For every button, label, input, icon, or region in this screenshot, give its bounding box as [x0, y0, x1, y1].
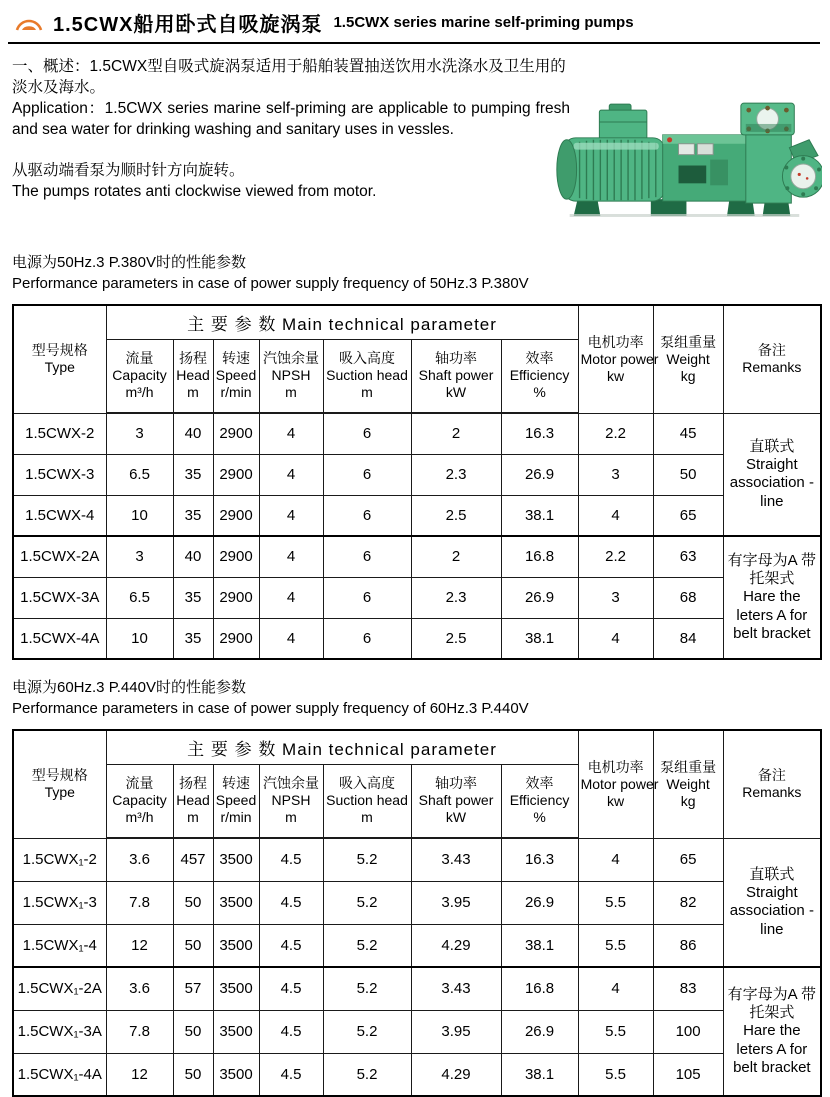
table-cell: 12: [106, 924, 173, 967]
header-line-zh: 电机功率: [587, 333, 644, 350]
table-cell: 82: [653, 881, 723, 924]
table1-caption-zh: 电源为50Hz.3 P.380V时的性能参数: [12, 254, 246, 271]
table-cell: 16.8: [501, 967, 578, 1010]
table-cell: 2.2: [578, 536, 653, 577]
table-cell: 65: [653, 838, 723, 881]
table-cell: 40: [173, 413, 213, 454]
table-cell: 16.3: [501, 413, 578, 454]
table2-caption-zh: 电源为60Hz.3 P.440V时的性能参数: [12, 679, 246, 696]
table-row: [13, 618, 821, 659]
header-line-en: Motor power: [580, 350, 659, 367]
model-cell: 1.5CWX-2A: [13, 536, 106, 577]
col-header-shaft-power: [411, 339, 501, 413]
application-paragraph-en: Application：1.5CWX series marine self-priming are applicable to pumping fresh and sea water for drinking washing and sanitary uses in vessles.: [12, 100, 570, 138]
table-cell: 2.5: [411, 618, 501, 659]
remark-cell: [723, 838, 821, 967]
table-row: [13, 536, 821, 577]
remark-zh: 有字母为A 带托架式: [727, 985, 817, 1022]
col-header-head: [173, 764, 213, 838]
col-header-shaft-power: [411, 764, 501, 838]
table-cell: 4: [259, 577, 323, 618]
model-cell: 1.5CWX₁-2A: [13, 967, 106, 1010]
table-cell: 35: [173, 618, 213, 659]
remark-en: Hare the leters A for belt bracket: [733, 1022, 811, 1076]
col-header-type: [13, 730, 106, 838]
table-cell: 86: [653, 924, 723, 967]
table-cell: 50: [173, 1053, 213, 1096]
header-line-unit: kw: [607, 367, 625, 384]
col-header-efficiency: [501, 764, 578, 838]
col-header-remarks: [723, 305, 821, 413]
model-cell: 1.5CWX₁-3: [13, 881, 106, 924]
header-line-unit: kg: [680, 792, 696, 809]
remark-zh: 直联式: [749, 865, 795, 883]
table-cell: 3.6: [106, 838, 173, 881]
table-cell: 26.9: [501, 577, 578, 618]
table-cell: 5.2: [323, 924, 411, 967]
table-row: [13, 838, 821, 881]
table-cell: 2.5: [411, 495, 501, 536]
table-cell: 6: [323, 454, 411, 495]
table-cell: 2900: [213, 454, 259, 495]
table-cell: 3: [578, 454, 653, 495]
table-cell: 4.5: [259, 1053, 323, 1096]
model-cell: 1.5CWX-4A: [13, 618, 106, 659]
table-cell: 3500: [213, 924, 259, 967]
header-line-en: Head: [176, 792, 210, 809]
table1-caption: [12, 252, 820, 294]
rotation-note-en: The pumps rotates anti clockwise viewed from motor.: [12, 183, 377, 200]
intro-section: [12, 56, 820, 228]
page-title-zh: 1.5CWX船用卧式自吸旋涡泵: [53, 14, 323, 36]
col-header-suction-head: [323, 339, 411, 413]
table-cell: 40: [173, 536, 213, 577]
table-row: [13, 1053, 821, 1096]
table-cell: 4.5: [259, 1010, 323, 1053]
table-cell: 38.1: [501, 1053, 578, 1096]
header-line-zh: 泵组重量: [660, 333, 717, 350]
table-cell: 3: [106, 413, 173, 454]
header-line-unit: m: [187, 384, 199, 401]
model-cell: 1.5CWX₁-4A: [13, 1053, 106, 1096]
table-cell: 35: [173, 577, 213, 618]
header-line-zh: 轴功率: [435, 350, 477, 367]
col-header-npsh: [259, 339, 323, 413]
table-cell: 26.9: [501, 1010, 578, 1053]
header-line-unit: kW: [445, 809, 467, 826]
table-cell: 10: [106, 618, 173, 659]
table-cell: 3500: [213, 967, 259, 1010]
table-row: [13, 454, 821, 495]
table-cell: 2900: [213, 577, 259, 618]
table-cell: 4.29: [411, 1053, 501, 1096]
table-cell: 45: [653, 413, 723, 454]
model-cell: 1.5CWX₁-3A: [13, 1010, 106, 1053]
table-cell: 2.2: [578, 413, 653, 454]
table-cell: 5.5: [578, 1053, 653, 1096]
page-title-en: 1.5CWX series marine self-priming pumps: [333, 14, 634, 31]
header-line-en: Weight: [666, 350, 710, 367]
table-cell: 26.9: [501, 881, 578, 924]
table-cell: 3: [578, 577, 653, 618]
header-line-zh: 扬程: [179, 775, 207, 792]
table-cell: 26.9: [501, 454, 578, 495]
header-line-zh: 流量: [125, 350, 154, 367]
header-line-en: Type: [44, 359, 75, 376]
table2-caption: [12, 677, 820, 719]
table-cell: 50: [173, 1010, 213, 1053]
table-cell: 2.3: [411, 454, 501, 495]
table-cell: 7.8: [106, 881, 173, 924]
table-cell: 83: [653, 967, 723, 1010]
table-cell: 50: [653, 454, 723, 495]
model-cell: 1.5CWX₁-4: [13, 924, 106, 967]
header-line-zh: 效率: [525, 350, 554, 367]
remark-en: Hare the leters A for belt bracket: [733, 588, 811, 642]
table-cell: 10: [106, 495, 173, 536]
remark-zh: 有字母为A 带托架式: [727, 551, 817, 588]
table-row: [13, 577, 821, 618]
table-cell: 2900: [213, 495, 259, 536]
header-line-en: NPSH: [271, 792, 311, 809]
table-cell: 5.2: [323, 838, 411, 881]
model-cell: 1.5CWX-4: [13, 495, 106, 536]
table-cell: 4.5: [259, 881, 323, 924]
header-line-en: Shaft power: [418, 792, 494, 809]
table-cell: 2: [411, 536, 501, 577]
header-line-en: Remanks: [742, 784, 802, 801]
table-cell: 3.95: [411, 1010, 501, 1053]
table-cell: 3.6: [106, 967, 173, 1010]
table-cell: 5.5: [578, 924, 653, 967]
table-cell: 2900: [213, 536, 259, 577]
table-cell: 50: [173, 881, 213, 924]
header-line-zh: 型号规格: [31, 767, 88, 784]
header-line-unit: m³/h: [125, 384, 154, 401]
header-line-unit: m³/h: [125, 809, 154, 826]
table-cell: 4: [578, 495, 653, 536]
table-row: [13, 967, 821, 1010]
header-line-unit: r/min: [220, 809, 252, 826]
col-header-head: [173, 339, 213, 413]
col-header-speed: [213, 339, 259, 413]
intro-text: [12, 56, 570, 140]
table-cell: 35: [173, 495, 213, 536]
header-line-zh: 电机功率: [587, 758, 644, 775]
table-cell: 5.5: [578, 881, 653, 924]
header-line-en: Suction head: [326, 792, 408, 809]
table-cell: 3500: [213, 838, 259, 881]
table-cell: 50: [173, 924, 213, 967]
header-line-en: Weight: [666, 775, 710, 792]
orange-arc-icon: [14, 13, 44, 32]
header-line-zh: 轴功率: [435, 775, 477, 792]
table-cell: 2.3: [411, 577, 501, 618]
table-cell: 3500: [213, 881, 259, 924]
header-line-en: Speed: [215, 367, 257, 384]
table-cell: 68: [653, 577, 723, 618]
table-cell: 38.1: [501, 618, 578, 659]
header-line-unit: m: [361, 384, 373, 401]
table-cell: 35: [173, 454, 213, 495]
remark-cell: [723, 413, 821, 536]
table-cell: 16.8: [501, 536, 578, 577]
header-line-en: Motor power: [580, 775, 659, 792]
header-line-unit: %: [533, 384, 546, 401]
table-cell: 57: [173, 967, 213, 1010]
table-row: [13, 495, 821, 536]
header-line-en: Suction head: [326, 367, 408, 384]
table-cell: 3500: [213, 1010, 259, 1053]
header-line-en: Speed: [215, 792, 257, 809]
table-row: [13, 1010, 821, 1053]
table-cell: 2900: [213, 413, 259, 454]
table-cell: 3.43: [411, 967, 501, 1010]
table-cell: 457: [173, 838, 213, 881]
table-cell: 4.5: [259, 924, 323, 967]
table-cell: 4.5: [259, 838, 323, 881]
table-cell: 6: [323, 536, 411, 577]
header-line-en: Capacity: [112, 792, 167, 809]
table-cell: 4: [259, 536, 323, 577]
table-cell: 5.2: [323, 967, 411, 1010]
col-header-type: [13, 305, 106, 413]
table-cell: 105: [653, 1053, 723, 1096]
header-line-zh: 备注: [757, 342, 786, 359]
header-line-unit: kW: [445, 384, 467, 401]
pump-product-photo: [540, 98, 822, 236]
table-cell: 5.2: [323, 881, 411, 924]
header-line-unit: kg: [680, 367, 696, 384]
col-header-motor-power: [578, 305, 659, 413]
table-cell: 3.43: [411, 838, 501, 881]
col-header-main-group: 主 要 参 数 Main technical parameter: [106, 305, 578, 339]
table-cell: 4: [259, 413, 323, 454]
table-row: [13, 924, 821, 967]
col-header-efficiency: [501, 339, 578, 413]
rotation-note-zh: 从驱动端看泵为顺时针方向旋转。: [12, 162, 245, 179]
header-line-zh: 泵组重量: [660, 758, 717, 775]
table-cell: 6: [323, 618, 411, 659]
table-cell: 3: [106, 536, 173, 577]
table1-caption-en: Performance parameters in case of power supply frequency of 50Hz.3 P.380V: [12, 275, 529, 292]
table-cell: 38.1: [501, 924, 578, 967]
col-header-capacity: [106, 764, 173, 838]
col-header-speed: [213, 764, 259, 838]
header-line-unit: %: [533, 809, 546, 826]
table-cell: 4: [578, 838, 653, 881]
header-line-zh: 型号规格: [31, 342, 88, 359]
table-cell: 38.1: [501, 495, 578, 536]
col-header-suction-head: [323, 764, 411, 838]
table-cell: 4: [259, 495, 323, 536]
table-cell: 5.5: [578, 1010, 653, 1053]
table-cell: 6.5: [106, 454, 173, 495]
table2-caption-en: Performance parameters in case of power supply frequency of 60Hz.3 P.440V: [12, 700, 529, 717]
header-line-zh: 汽蚀余量: [263, 775, 319, 792]
table-cell: 16.3: [501, 838, 578, 881]
table-cell: 7.8: [106, 1010, 173, 1053]
col-header-weight: [653, 305, 723, 413]
table-cell: 6: [323, 577, 411, 618]
header-line-zh: 转速: [222, 350, 250, 367]
page-header: [12, 8, 820, 37]
header-line-en: Head: [176, 367, 210, 384]
table-cell: 4: [578, 967, 653, 1010]
model-cell: 1.5CWX-3: [13, 454, 106, 495]
header-line-zh: 吸入高度: [339, 350, 395, 367]
header-line-en: NPSH: [271, 367, 311, 384]
model-cell: 1.5CWX-2: [13, 413, 106, 454]
remark-en: Straight association -line: [729, 455, 814, 510]
header-line-en: Shaft power: [418, 367, 494, 384]
table-row: [13, 881, 821, 924]
table-cell: 4.5: [259, 967, 323, 1010]
table-cell: 5.2: [323, 1053, 411, 1096]
model-cell: 1.5CWX-3A: [13, 577, 106, 618]
table-cell: 6.5: [106, 577, 173, 618]
col-header-npsh: [259, 764, 323, 838]
table-cell: 3.95: [411, 881, 501, 924]
table-cell: 100: [653, 1010, 723, 1053]
header-line-en: Type: [44, 784, 75, 801]
title-divider: [8, 42, 820, 44]
header-line-zh: 吸入高度: [339, 775, 395, 792]
table-cell: 4: [259, 454, 323, 495]
header-line-unit: kw: [607, 792, 625, 809]
header-line-zh: 效率: [525, 775, 554, 792]
table-cell: 4: [578, 618, 653, 659]
col-header-capacity: [106, 339, 173, 413]
header-line-en: Capacity: [112, 367, 167, 384]
header-line-unit: m: [187, 809, 199, 826]
table-cell: 3500: [213, 1053, 259, 1096]
header-line-en: Efficiency: [509, 792, 570, 809]
header-line-zh: 转速: [222, 775, 250, 792]
header-line-unit: r/min: [220, 384, 252, 401]
table-cell: 6: [323, 413, 411, 454]
header-line-zh: 流量: [125, 775, 154, 792]
col-header-weight: [653, 730, 723, 838]
col-header-main-group: 主 要 参 数 Main technical parameter: [106, 730, 578, 764]
table-cell: 63: [653, 536, 723, 577]
table-cell: 4: [259, 618, 323, 659]
remark-cell: [723, 967, 821, 1096]
header-line-zh: 备注: [757, 767, 786, 784]
table-cell: 2900: [213, 618, 259, 659]
table-cell: 5.2: [323, 1010, 411, 1053]
table-cell: 4.29: [411, 924, 501, 967]
header-line-unit: m: [361, 809, 373, 826]
performance-table-60hz: [12, 729, 822, 1097]
header-line-en: Remanks: [742, 359, 802, 376]
performance-table-50hz: [12, 304, 822, 660]
header-line-en: Efficiency: [509, 367, 570, 384]
table-cell: 2: [411, 413, 501, 454]
table-cell: 6: [323, 495, 411, 536]
model-cell: 1.5CWX₁-2: [13, 838, 106, 881]
remark-en: Straight association -line: [729, 883, 814, 938]
overview-paragraph-zh: 一、概述：1.5CWX型自吸式旋涡泵适用于船舶装置抽送饮用水洗涤水及卫生用的淡水及海水。: [12, 58, 566, 96]
header-line-unit: m: [285, 384, 297, 401]
header-line-unit: m: [285, 809, 297, 826]
table-cell: 84: [653, 618, 723, 659]
table-row: [13, 413, 821, 454]
col-header-remarks: [723, 730, 821, 838]
remark-zh: 直联式: [749, 437, 795, 455]
table-cell: 12: [106, 1053, 173, 1096]
header-line-zh: 扬程: [179, 350, 207, 367]
pump-illustration: [540, 98, 822, 236]
table-cell: 65: [653, 495, 723, 536]
header-line-zh: 汽蚀余量: [263, 350, 319, 367]
remark-cell: [723, 536, 821, 659]
col-header-motor-power: [578, 730, 659, 838]
